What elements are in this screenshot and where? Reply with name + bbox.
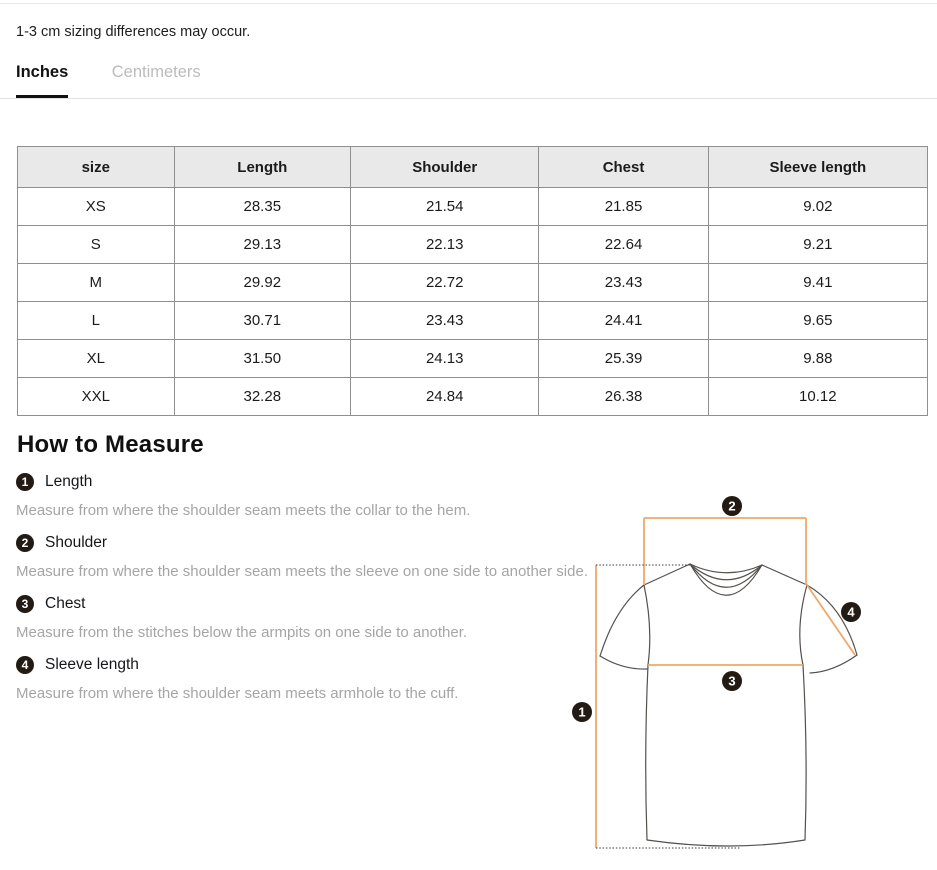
how-to-measure-title: How to Measure xyxy=(17,431,204,458)
value-cell: 24.13 xyxy=(351,340,539,378)
value-cell: 9.41 xyxy=(708,264,927,302)
unit-tabs xyxy=(0,63,937,99)
value-cell: 22.64 xyxy=(539,226,708,264)
measure-item-sleeve-length xyxy=(16,656,591,702)
measure-item-shoulder xyxy=(16,534,591,580)
value-cell: 21.85 xyxy=(539,188,708,226)
tab-centimeters[interactable]: Centimeters xyxy=(111,63,201,81)
col-header-length: Length xyxy=(174,147,351,188)
measure-item-header xyxy=(16,534,591,552)
value-cell: 24.84 xyxy=(351,378,539,416)
value-cell: 9.65 xyxy=(708,302,927,340)
table-row xyxy=(18,378,928,416)
measure-item-description: Measure from where the shoulder seam meets armhole to the cuff. xyxy=(16,685,459,702)
value-cell: 25.39 xyxy=(539,340,708,378)
value-cell: 28.35 xyxy=(174,188,351,226)
size-cell: XS xyxy=(18,188,175,226)
measure-item-length xyxy=(16,473,591,519)
measure-item-description: Measure from where the shoulder seam meets the sleeve on one side to another side. xyxy=(16,563,588,580)
value-cell: 10.12 xyxy=(708,378,927,416)
diagram-badges xyxy=(572,496,861,722)
size-table-body xyxy=(18,188,928,416)
number-badge-4: 4 xyxy=(16,656,34,674)
value-cell: 29.92 xyxy=(174,264,351,302)
size-cell: XL xyxy=(18,340,175,378)
sizing-note: 1-3 cm sizing differences may occur. xyxy=(16,24,251,40)
dotted-guides xyxy=(596,565,740,848)
value-cell: 26.38 xyxy=(539,378,708,416)
measure-item-label: Length xyxy=(45,473,93,490)
value-cell: 24.41 xyxy=(539,302,708,340)
tshirt-outline xyxy=(600,564,857,846)
col-header-shoulder: Shoulder xyxy=(351,147,539,188)
size-cell: M xyxy=(18,264,175,302)
col-header-chest: Chest xyxy=(539,147,708,188)
measure-item-label: Sleeve length xyxy=(45,656,139,673)
tshirt-diagram-svg xyxy=(565,488,937,865)
measure-item-header xyxy=(16,656,591,674)
value-cell: 29.13 xyxy=(174,226,351,264)
measure-item-label: Shoulder xyxy=(45,534,108,551)
value-cell: 21.54 xyxy=(351,188,539,226)
measure-item-description: Measure from where the shoulder seam meets the collar to the hem. xyxy=(16,502,471,519)
value-cell: 9.21 xyxy=(708,226,927,264)
measure-item-header xyxy=(16,473,591,491)
value-cell: 22.13 xyxy=(351,226,539,264)
value-cell: 32.28 xyxy=(174,378,351,416)
diagram-badge-3: 3 xyxy=(728,673,736,689)
number-badge-2: 2 xyxy=(16,534,34,552)
tab-inches[interactable]: Inches xyxy=(16,63,68,98)
value-cell: 30.71 xyxy=(174,302,351,340)
value-cell: 31.50 xyxy=(174,340,351,378)
value-cell: 22.72 xyxy=(351,264,539,302)
table-row xyxy=(18,226,928,264)
measure-item-header xyxy=(16,595,591,613)
diagram-badge-4: 4 xyxy=(847,604,855,620)
col-header-sleeve-length: Sleeve length xyxy=(708,147,927,188)
measure-item-label: Chest xyxy=(45,595,86,612)
measure-item-chest xyxy=(16,595,591,641)
measure-item-description: Measure from the stitches below the armpits on one side to another. xyxy=(16,624,468,641)
table-row xyxy=(18,188,928,226)
size-chart-table xyxy=(17,146,928,416)
table-row xyxy=(18,264,928,302)
measure-instructions xyxy=(16,473,591,717)
size-cell: XXL xyxy=(18,378,175,416)
table-row xyxy=(18,302,928,340)
number-badge-3: 3 xyxy=(16,595,34,613)
value-cell: 9.88 xyxy=(708,340,927,378)
top-divider xyxy=(0,3,937,4)
table-header-row xyxy=(18,147,928,188)
value-cell: 9.02 xyxy=(708,188,927,226)
value-cell: 23.43 xyxy=(539,264,708,302)
number-badge-1: 1 xyxy=(16,473,34,491)
size-cell: S xyxy=(18,226,175,264)
diagram-badge-2: 2 xyxy=(728,498,736,514)
col-header-size: size xyxy=(18,147,175,188)
size-cell: L xyxy=(18,302,175,340)
tshirt-measurement-diagram xyxy=(565,488,937,865)
diagram-badge-1: 1 xyxy=(578,704,586,720)
table-row xyxy=(18,340,928,378)
value-cell: 23.43 xyxy=(351,302,539,340)
